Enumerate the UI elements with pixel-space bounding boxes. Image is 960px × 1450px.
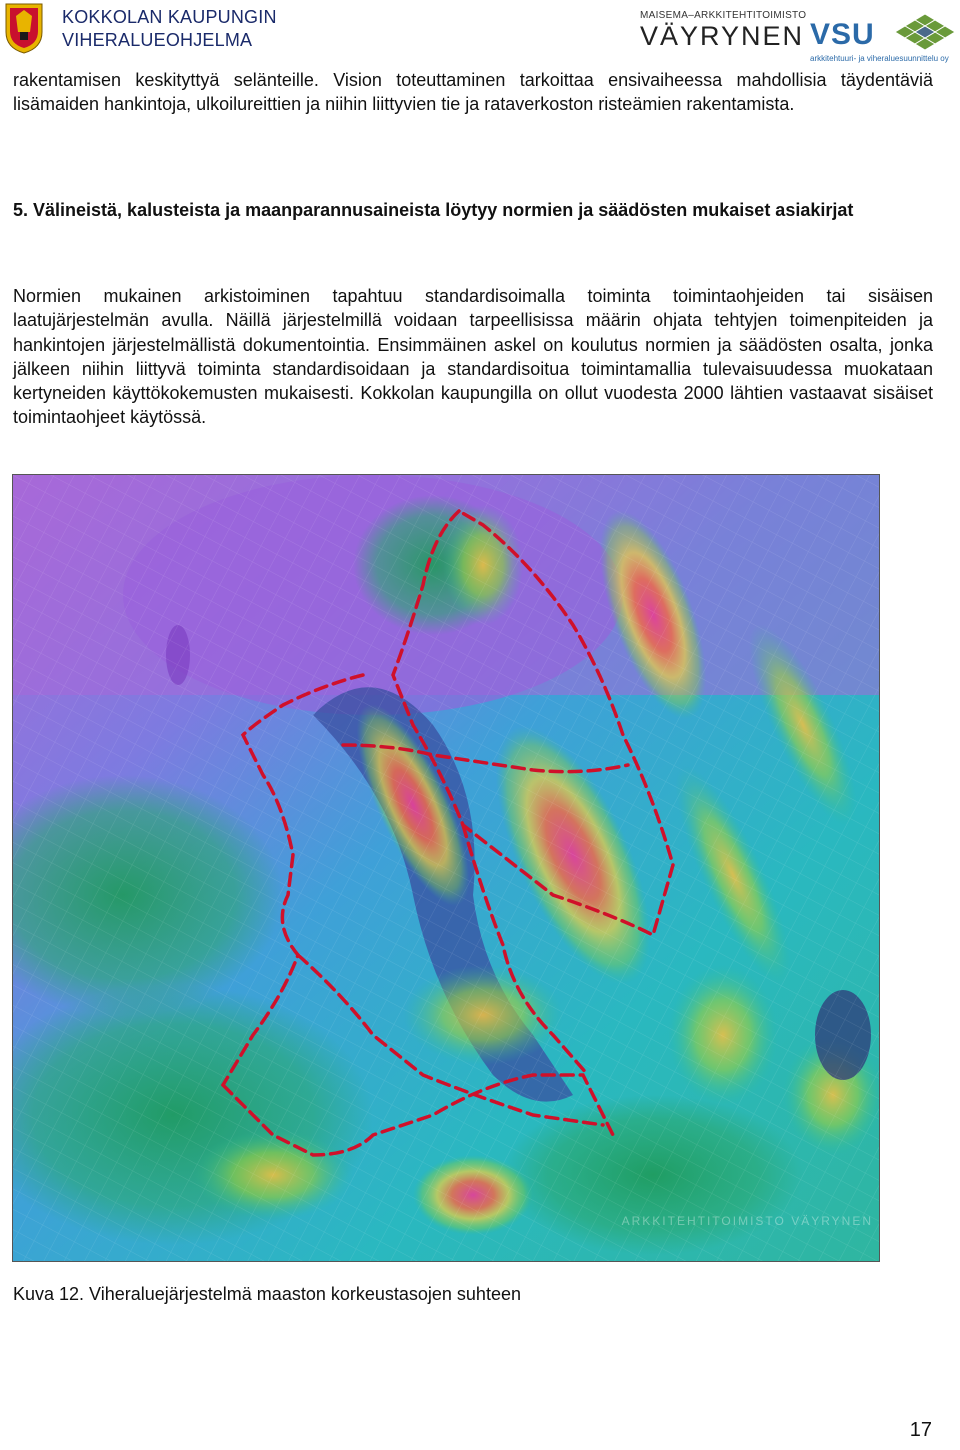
varynen-logo bbox=[640, 10, 807, 60]
city-title-line1: KOKKOLAN KAUPUNGIN bbox=[62, 7, 277, 27]
vsu-logo-text: VSU bbox=[810, 18, 875, 51]
paragraph-vision: rakentamisen keskityttyä selänteille. Vision toteuttaminen tarkoittaa ensivaiheessa mahdollisia täydentäviä lisämaiden hankintoja, ulkoilureittien ja niihin liittyvien tie ja rataverkoston risteämien rakentamista. bbox=[13, 70, 933, 115]
svg-text:ARKKITEHTITOIMISTO VÄYRYNEN: ARKKITEHTITOIMISTO VÄYRYNEN bbox=[621, 1214, 873, 1228]
vsu-logo-icon bbox=[894, 12, 956, 54]
paragraph-normit: Normien mukainen arkistoiminen tapahtuu standardisoimalla toiminta toimintaohjeiden tai sisäisen laatujärjestelmän avulla. Näillä järjestelmillä voidaan tarpeellisissa määrin ohjata tehtyjen toimenpiteiden ja hankintojen järjestelmällistä dokumentointia. Ensimmäinen askel on koulutus normien ja säädösten osalta, jonka jälkeen niihin liittyvä toiminta standardisoidaan ja standardisoitua toimintamallia tulevaisuudessa muokataan kertyneiden käyttökokemusten mukaisesti. Kokkolan kaupungilla on ollut vuodesta 2000 lähtien vastaavat sisäiset toimintaohjeet käytössä. bbox=[13, 286, 933, 428]
city-title-line2: VIHERALUEOHJELMA bbox=[62, 30, 253, 50]
vsu-logo bbox=[810, 12, 958, 64]
section-heading-5: 5. Välineistä, kalusteista ja maanparannusaineista löytyy normien ja säädösten mukaiset asiakirjat bbox=[13, 200, 854, 220]
varynen-logo-big: VÄYRYNEN bbox=[640, 21, 805, 51]
page-header bbox=[0, 0, 960, 62]
city-title bbox=[62, 6, 277, 52]
varynen-logo-small: MAISEMA–ARKKITEHTITOIMISTO bbox=[640, 10, 807, 21]
kokkola-crest-icon bbox=[4, 2, 44, 54]
page-number: 17 bbox=[909, 1419, 932, 1441]
vsu-logo-subtitle: arkkitehtuuri- ja viheraluesuunnittelu oy bbox=[810, 54, 949, 63]
figure-caption: Kuva 12. Viheraluejärjestelmä maaston korkeustasojen suhteen bbox=[13, 1284, 521, 1304]
elevation-map-graphic bbox=[13, 475, 879, 1261]
elevation-map-image bbox=[12, 474, 880, 1262]
